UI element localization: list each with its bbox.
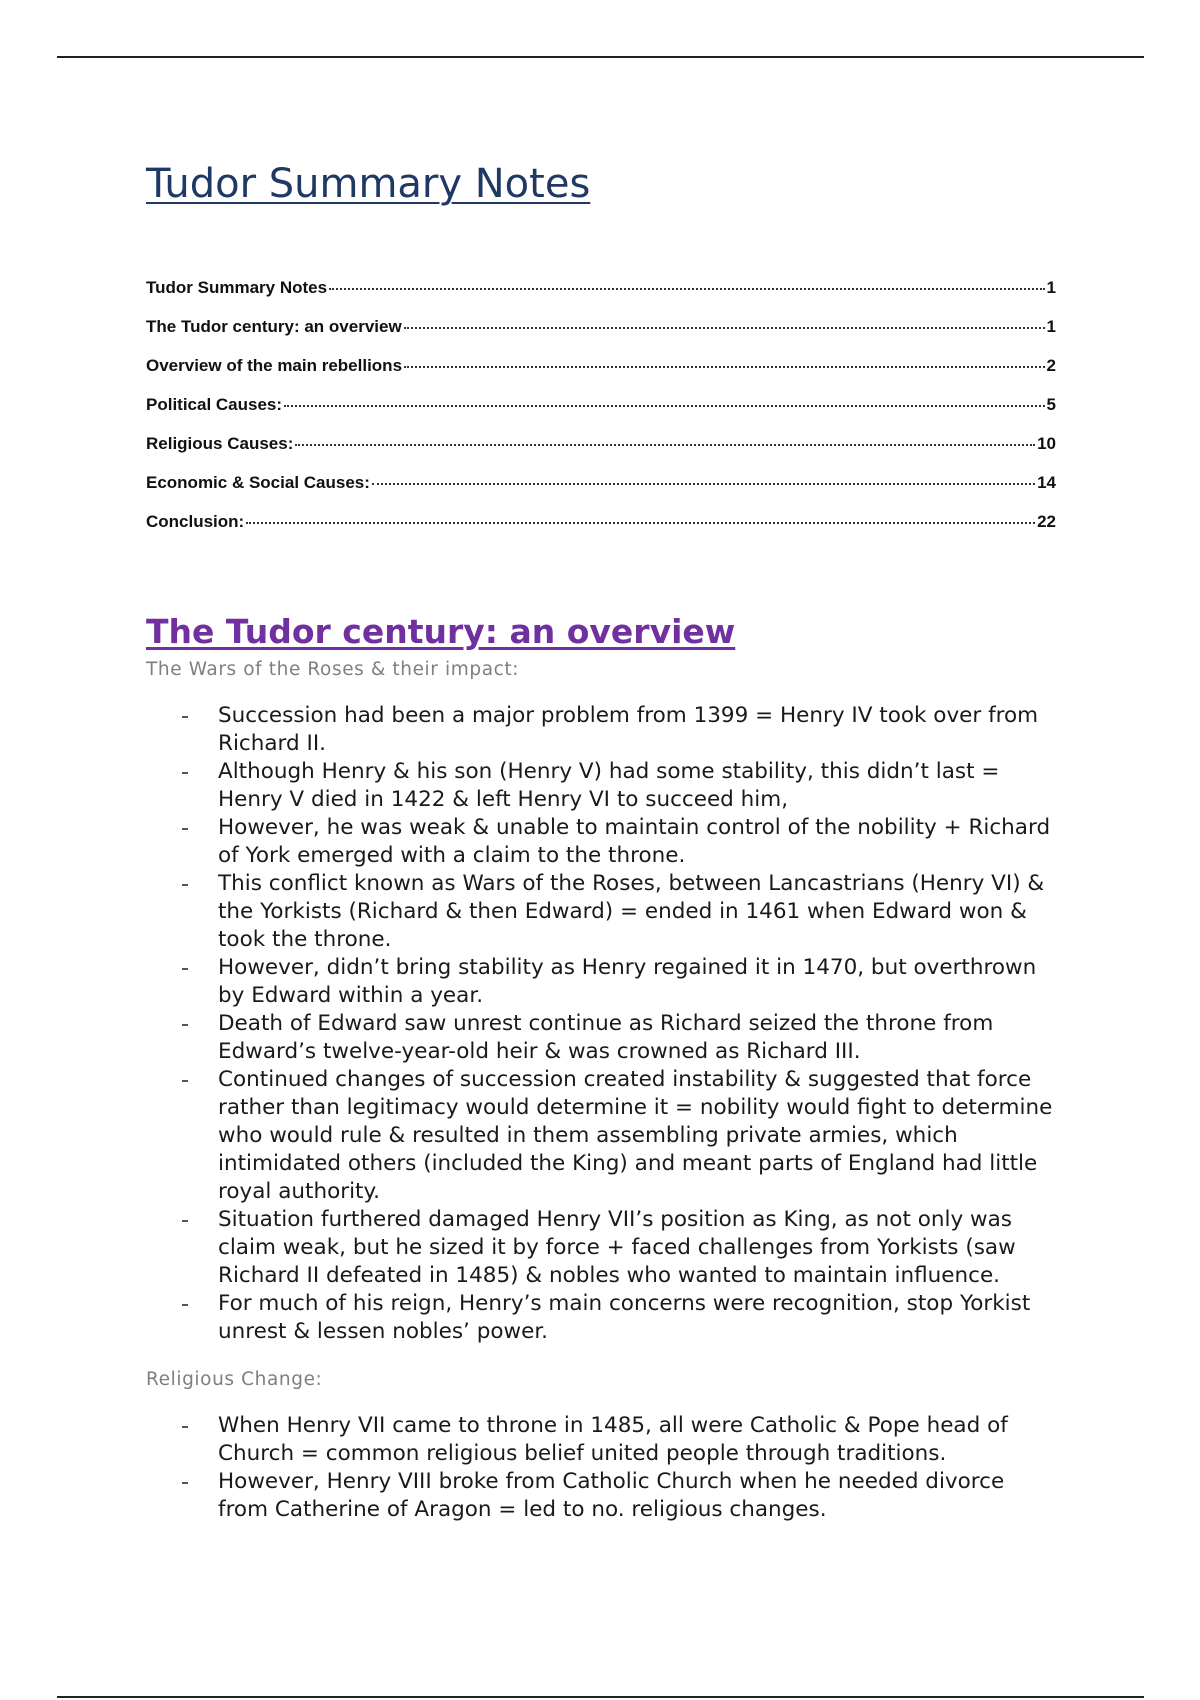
toc-entry-page: 5 xyxy=(1046,395,1056,414)
list-item: However, didn’t bring stability as Henry regained it in 1470, but overthrown by Edward within a year. xyxy=(218,954,1056,1010)
toc-entry[interactable] xyxy=(146,473,1056,512)
bullet-list xyxy=(146,1412,1056,1524)
toc-leader-dots xyxy=(295,444,1035,446)
page-content xyxy=(146,160,1056,1524)
bullet-list xyxy=(146,702,1056,1346)
subsection-heading-wars-of-roses: The Wars of the Roses & their impact: xyxy=(146,659,520,680)
toc-entry[interactable] xyxy=(146,356,1056,395)
toc-entry[interactable] xyxy=(146,317,1056,356)
list-item: Situation furthered damaged Henry VII’s position as King, as not only was claim weak, but he sized it by force + faced challenges from Yorkists (saw Richard II defeated in 1485) & nobles who wanted to maintain influence. xyxy=(218,1206,1056,1290)
toc-entry-page: 1 xyxy=(1046,278,1056,297)
toc-leader-dots xyxy=(246,522,1035,524)
list-item: However, he was weak & unable to maintain control of the nobility + Richard of York emerged with a claim to the throne. xyxy=(218,814,1056,870)
list-item: This conflict known as Wars of the Roses, between Lancastrians (Henry VI) & the Yorkists (Richard & then Edward) = ended in 1461 when Edward won & took the throne. xyxy=(218,870,1056,954)
toc-entry[interactable] xyxy=(146,512,1056,551)
toc-entry-label: Overview of the main rebellions xyxy=(146,356,403,375)
document-title: Tudor Summary Notes xyxy=(146,161,591,207)
list-item: When Henry VII came to throne in 1485, all were Catholic & Pope head of Church = common religious belief united people through traditions. xyxy=(218,1412,1056,1468)
table-of-contents xyxy=(146,278,1056,551)
list-item: Continued changes of succession created instability & suggested that force rather than legitimacy would determine it = nobility would fight to determine who would rule & resulted in them assembling private armies, which intimidated others (included the King) and meant parts of England had little royal authority. xyxy=(218,1066,1056,1206)
list-item: Although Henry & his son (Henry V) had some stability, this didn’t last = Henry V died in 1422 & left Henry VI to succeed him, xyxy=(218,758,1056,814)
toc-leader-dots xyxy=(404,327,1045,329)
toc-leader-dots xyxy=(372,483,1035,485)
header-rule xyxy=(57,56,1144,58)
toc-entry[interactable] xyxy=(146,395,1056,434)
toc-entry-page: 10 xyxy=(1037,434,1056,453)
toc-leader-dots xyxy=(329,288,1044,290)
toc-entry-page: 2 xyxy=(1046,356,1056,375)
toc-entry-page: 1 xyxy=(1046,317,1056,336)
list-item: Succession had been a major problem from 1399 = Henry IV took over from Richard II. xyxy=(218,702,1056,758)
toc-entry-label: Economic & Social Causes: xyxy=(146,473,370,492)
list-item: However, Henry VIII broke from Catholic Church when he needed divorce from Catherine of Aragon = led to no. religious changes. xyxy=(218,1468,1056,1524)
toc-entry-label: The Tudor century: an overview xyxy=(146,317,402,336)
section-heading: The Tudor century: an overview xyxy=(146,612,736,651)
toc-entry-label: Political Causes: xyxy=(146,395,283,414)
toc-entry-page: 22 xyxy=(1037,512,1056,531)
toc-entry[interactable] xyxy=(146,434,1056,473)
toc-entry-label: Conclusion: xyxy=(146,512,245,531)
list-item: For much of his reign, Henry’s main concerns were recognition, stop Yorkist unrest & lessen nobles’ power. xyxy=(218,1290,1056,1346)
toc-leader-dots xyxy=(404,366,1045,368)
subsection-heading-religious-change: Religious Change: xyxy=(146,1369,323,1390)
toc-leader-dots xyxy=(284,405,1044,407)
toc-entry-label: Religious Causes: xyxy=(146,434,294,453)
toc-entry-page: 14 xyxy=(1037,473,1056,492)
list-item: Death of Edward saw unrest continue as Richard seized the throne from Edward’s twelve-year-old heir & was crowned as Richard III. xyxy=(218,1010,1056,1066)
toc-entry[interactable] xyxy=(146,278,1056,317)
footer-rule xyxy=(57,1696,1144,1698)
toc-entry-label: Tudor Summary Notes xyxy=(146,278,328,297)
